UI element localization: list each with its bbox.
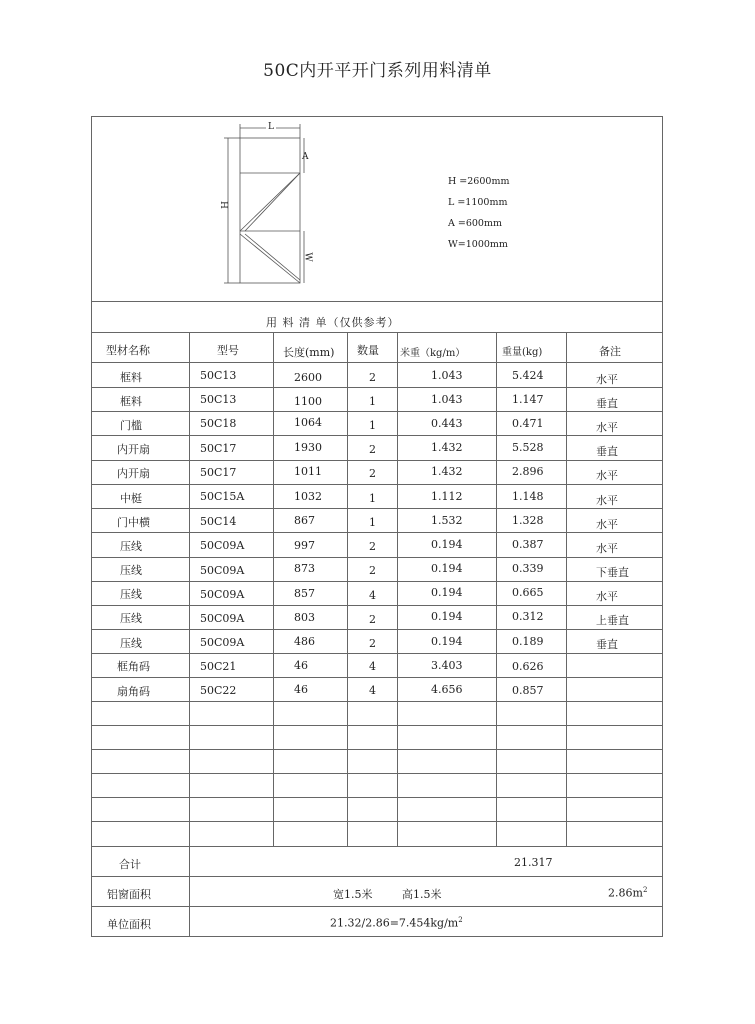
cell-model: 50C13	[200, 393, 237, 406]
column-divider	[189, 332, 190, 846]
divider	[91, 677, 663, 678]
cell-weight: 1.148	[512, 490, 544, 503]
column-divider	[397, 332, 398, 846]
cell-model: 50C09A	[200, 588, 245, 601]
cell-remark: 水平	[596, 421, 618, 434]
cell-model: 50C15A	[200, 490, 245, 503]
cell-qty: 2	[369, 637, 376, 650]
cell-model: 50C13	[200, 369, 237, 382]
cell-weight: 1.147	[512, 393, 544, 406]
column-header-model: 型号	[217, 344, 239, 357]
cell-weight: 0.626	[512, 660, 544, 673]
cell-remark: 水平	[596, 590, 618, 603]
cell-qty: 1	[369, 395, 376, 408]
cell-unit-weight: 1.432	[431, 441, 463, 454]
list-subtitle: 用 料 清 单（仅供参考）	[266, 316, 400, 329]
cell-remark: 水平	[596, 373, 618, 386]
cell-name: 压线	[120, 637, 142, 650]
cell-qty: 2	[369, 564, 376, 577]
spec-h: H =2600mm	[448, 176, 510, 187]
cell-weight: 0.339	[512, 562, 544, 575]
divider	[91, 701, 663, 702]
cell-length: 486	[294, 635, 315, 648]
cell-unit-weight: 0.194	[431, 538, 463, 551]
column-divider	[566, 332, 567, 846]
cell-name: 框料	[120, 371, 142, 384]
cell-model: 50C21	[200, 660, 237, 673]
divider	[91, 557, 663, 558]
cell-model: 50C09A	[200, 539, 245, 552]
divider	[91, 460, 663, 461]
cell-model: 50C14	[200, 515, 237, 528]
column-divider	[496, 332, 497, 846]
cell-unit-weight: 0.194	[431, 635, 463, 648]
cell-name: 框角码	[117, 660, 150, 673]
cell-unit-weight: 3.403	[431, 659, 463, 672]
cell-name: 门中横	[117, 516, 150, 529]
cell-weight: 1.328	[512, 514, 544, 527]
cell-remark: 垂直	[596, 445, 618, 458]
column-header-weight: 重量(kg)	[502, 347, 543, 358]
cell-qty: 1	[369, 419, 376, 432]
cell-weight: 0.665	[512, 586, 544, 599]
divider	[91, 821, 663, 822]
unit-area-value: $21.32/2.86=7.454kg/m^2$	[330, 916, 463, 930]
cell-name: 内开扇	[117, 467, 150, 480]
cell-length: 1032	[294, 490, 322, 503]
divider	[91, 484, 663, 485]
spec-w: W=1000mm	[448, 239, 508, 250]
divider	[91, 846, 663, 847]
cell-name: 压线	[120, 588, 142, 601]
cell-length: 803	[294, 611, 315, 624]
cell-qty: 2	[369, 371, 376, 384]
cell-length: 1930	[294, 441, 322, 454]
divider	[91, 301, 663, 302]
divider	[91, 906, 663, 907]
drawing-label-a: A	[302, 152, 309, 162]
cell-unit-weight: 1.432	[431, 465, 463, 478]
cell-length: 1100	[294, 395, 322, 408]
cell-name: 框料	[120, 395, 142, 408]
cell-unit-weight: 0.194	[431, 610, 463, 623]
material-sheet	[91, 116, 663, 937]
cell-name: 门槛	[120, 419, 142, 432]
divider	[91, 605, 663, 606]
divider	[91, 629, 663, 630]
cell-length: 2600	[294, 371, 322, 384]
cell-model: 50C09A	[200, 636, 245, 649]
spec-l: L =1100mm	[448, 197, 508, 208]
column-header-remark: 备注	[599, 345, 621, 358]
area-label: 铝窗面积	[107, 888, 151, 901]
divider	[91, 362, 663, 363]
cell-length: 857	[294, 587, 315, 600]
cell-unit-weight: 1.532	[431, 514, 463, 527]
cell-remark: 水平	[596, 469, 618, 482]
cell-weight: 5.424	[512, 369, 544, 382]
cell-unit-weight: 1.112	[431, 490, 463, 503]
cell-weight: 2.896	[512, 465, 544, 478]
cell-weight: 5.528	[512, 441, 544, 454]
divider	[91, 725, 663, 726]
cell-length: 46	[294, 659, 308, 672]
divider	[91, 876, 663, 877]
unit-area-label: 单位面积	[107, 918, 151, 931]
cell-qty: 1	[369, 516, 376, 529]
cell-length: 997	[294, 539, 315, 552]
cell-weight: 0.471	[512, 417, 544, 430]
cell-qty: 2	[369, 540, 376, 553]
total-value: 21.317	[514, 856, 553, 869]
cell-unit-weight: 0.194	[431, 562, 463, 575]
column-header-length: 长度(mm)	[283, 346, 335, 359]
cell-length: 873	[294, 562, 315, 575]
cell-name: 扇角码	[117, 685, 150, 698]
cell-weight: 0.857	[512, 684, 544, 697]
cell-name: 压线	[120, 540, 142, 553]
drawing-label-l: L	[268, 122, 274, 132]
drawing-label-w: W	[302, 252, 313, 262]
cell-remark: 水平	[596, 494, 618, 507]
cell-weight: 0.189	[512, 635, 544, 648]
cell-qty: 2	[369, 613, 376, 626]
divider	[91, 435, 663, 436]
cell-weight: 0.387	[512, 538, 544, 551]
cell-model: 50C17	[200, 466, 237, 479]
cell-model: 50C17	[200, 442, 237, 455]
spec-a: A =600mm	[448, 218, 502, 229]
door-drawing	[215, 118, 325, 293]
divider	[91, 773, 663, 774]
cell-qty: 4	[369, 660, 376, 673]
cell-qty: 4	[369, 589, 376, 602]
column-divider	[347, 332, 348, 846]
column-header-name: 型材名称	[106, 344, 150, 357]
divider	[91, 387, 663, 388]
area-width: 宽1.5米	[333, 888, 373, 901]
divider	[91, 508, 663, 509]
cell-qty: 1	[369, 492, 376, 505]
divider	[91, 332, 663, 333]
cell-name: 压线	[120, 564, 142, 577]
cell-model: 50C09A	[200, 612, 245, 625]
cell-qty: 2	[369, 467, 376, 480]
cell-name: 内开扇	[117, 443, 150, 456]
divider	[91, 749, 663, 750]
cell-length: 46	[294, 683, 308, 696]
cell-unit-weight: 0.443	[431, 417, 463, 430]
page-title: 50C内开平开门系列用料清单	[263, 61, 492, 81]
cell-length: 1064	[294, 416, 322, 429]
cell-remark: 下垂直	[596, 566, 629, 579]
divider	[91, 411, 663, 412]
area-height: 高1.5米	[402, 888, 442, 901]
cell-qty: 2	[369, 443, 376, 456]
cell-remark: 水平	[596, 518, 618, 531]
cell-unit-weight: 1.043	[431, 369, 463, 382]
column-header-qty: 数量	[357, 344, 379, 357]
column-divider	[273, 332, 274, 846]
cell-remark: 垂直	[596, 397, 618, 410]
divider	[91, 797, 663, 798]
divider	[91, 581, 663, 582]
cell-qty: 4	[369, 684, 376, 697]
cell-unit-weight: 1.043	[431, 393, 463, 406]
column-divider	[189, 846, 190, 937]
cell-model: 50C22	[200, 684, 237, 697]
cell-length: 867	[294, 514, 315, 527]
cell-unit-weight: 4.656	[431, 683, 463, 696]
cell-name: 中梃	[120, 492, 142, 505]
divider	[91, 653, 663, 654]
cell-weight: 0.312	[512, 610, 544, 623]
cell-remark: 水平	[596, 542, 618, 555]
total-label: 合计	[119, 858, 141, 871]
divider	[91, 532, 663, 533]
area-value: $2.86m^2$	[608, 886, 648, 900]
cell-unit-weight: 0.194	[431, 586, 463, 599]
cell-length: 1011	[294, 465, 322, 478]
cell-name: 压线	[120, 612, 142, 625]
cell-remark: 上垂直	[596, 614, 629, 627]
column-header-unit-weight: 米重（kg/m）	[400, 348, 466, 359]
cell-model: 50C09A	[200, 564, 245, 577]
cell-remark: 垂直	[596, 638, 618, 651]
drawing-label-h: H	[220, 201, 231, 209]
cell-model: 50C18	[200, 417, 237, 430]
